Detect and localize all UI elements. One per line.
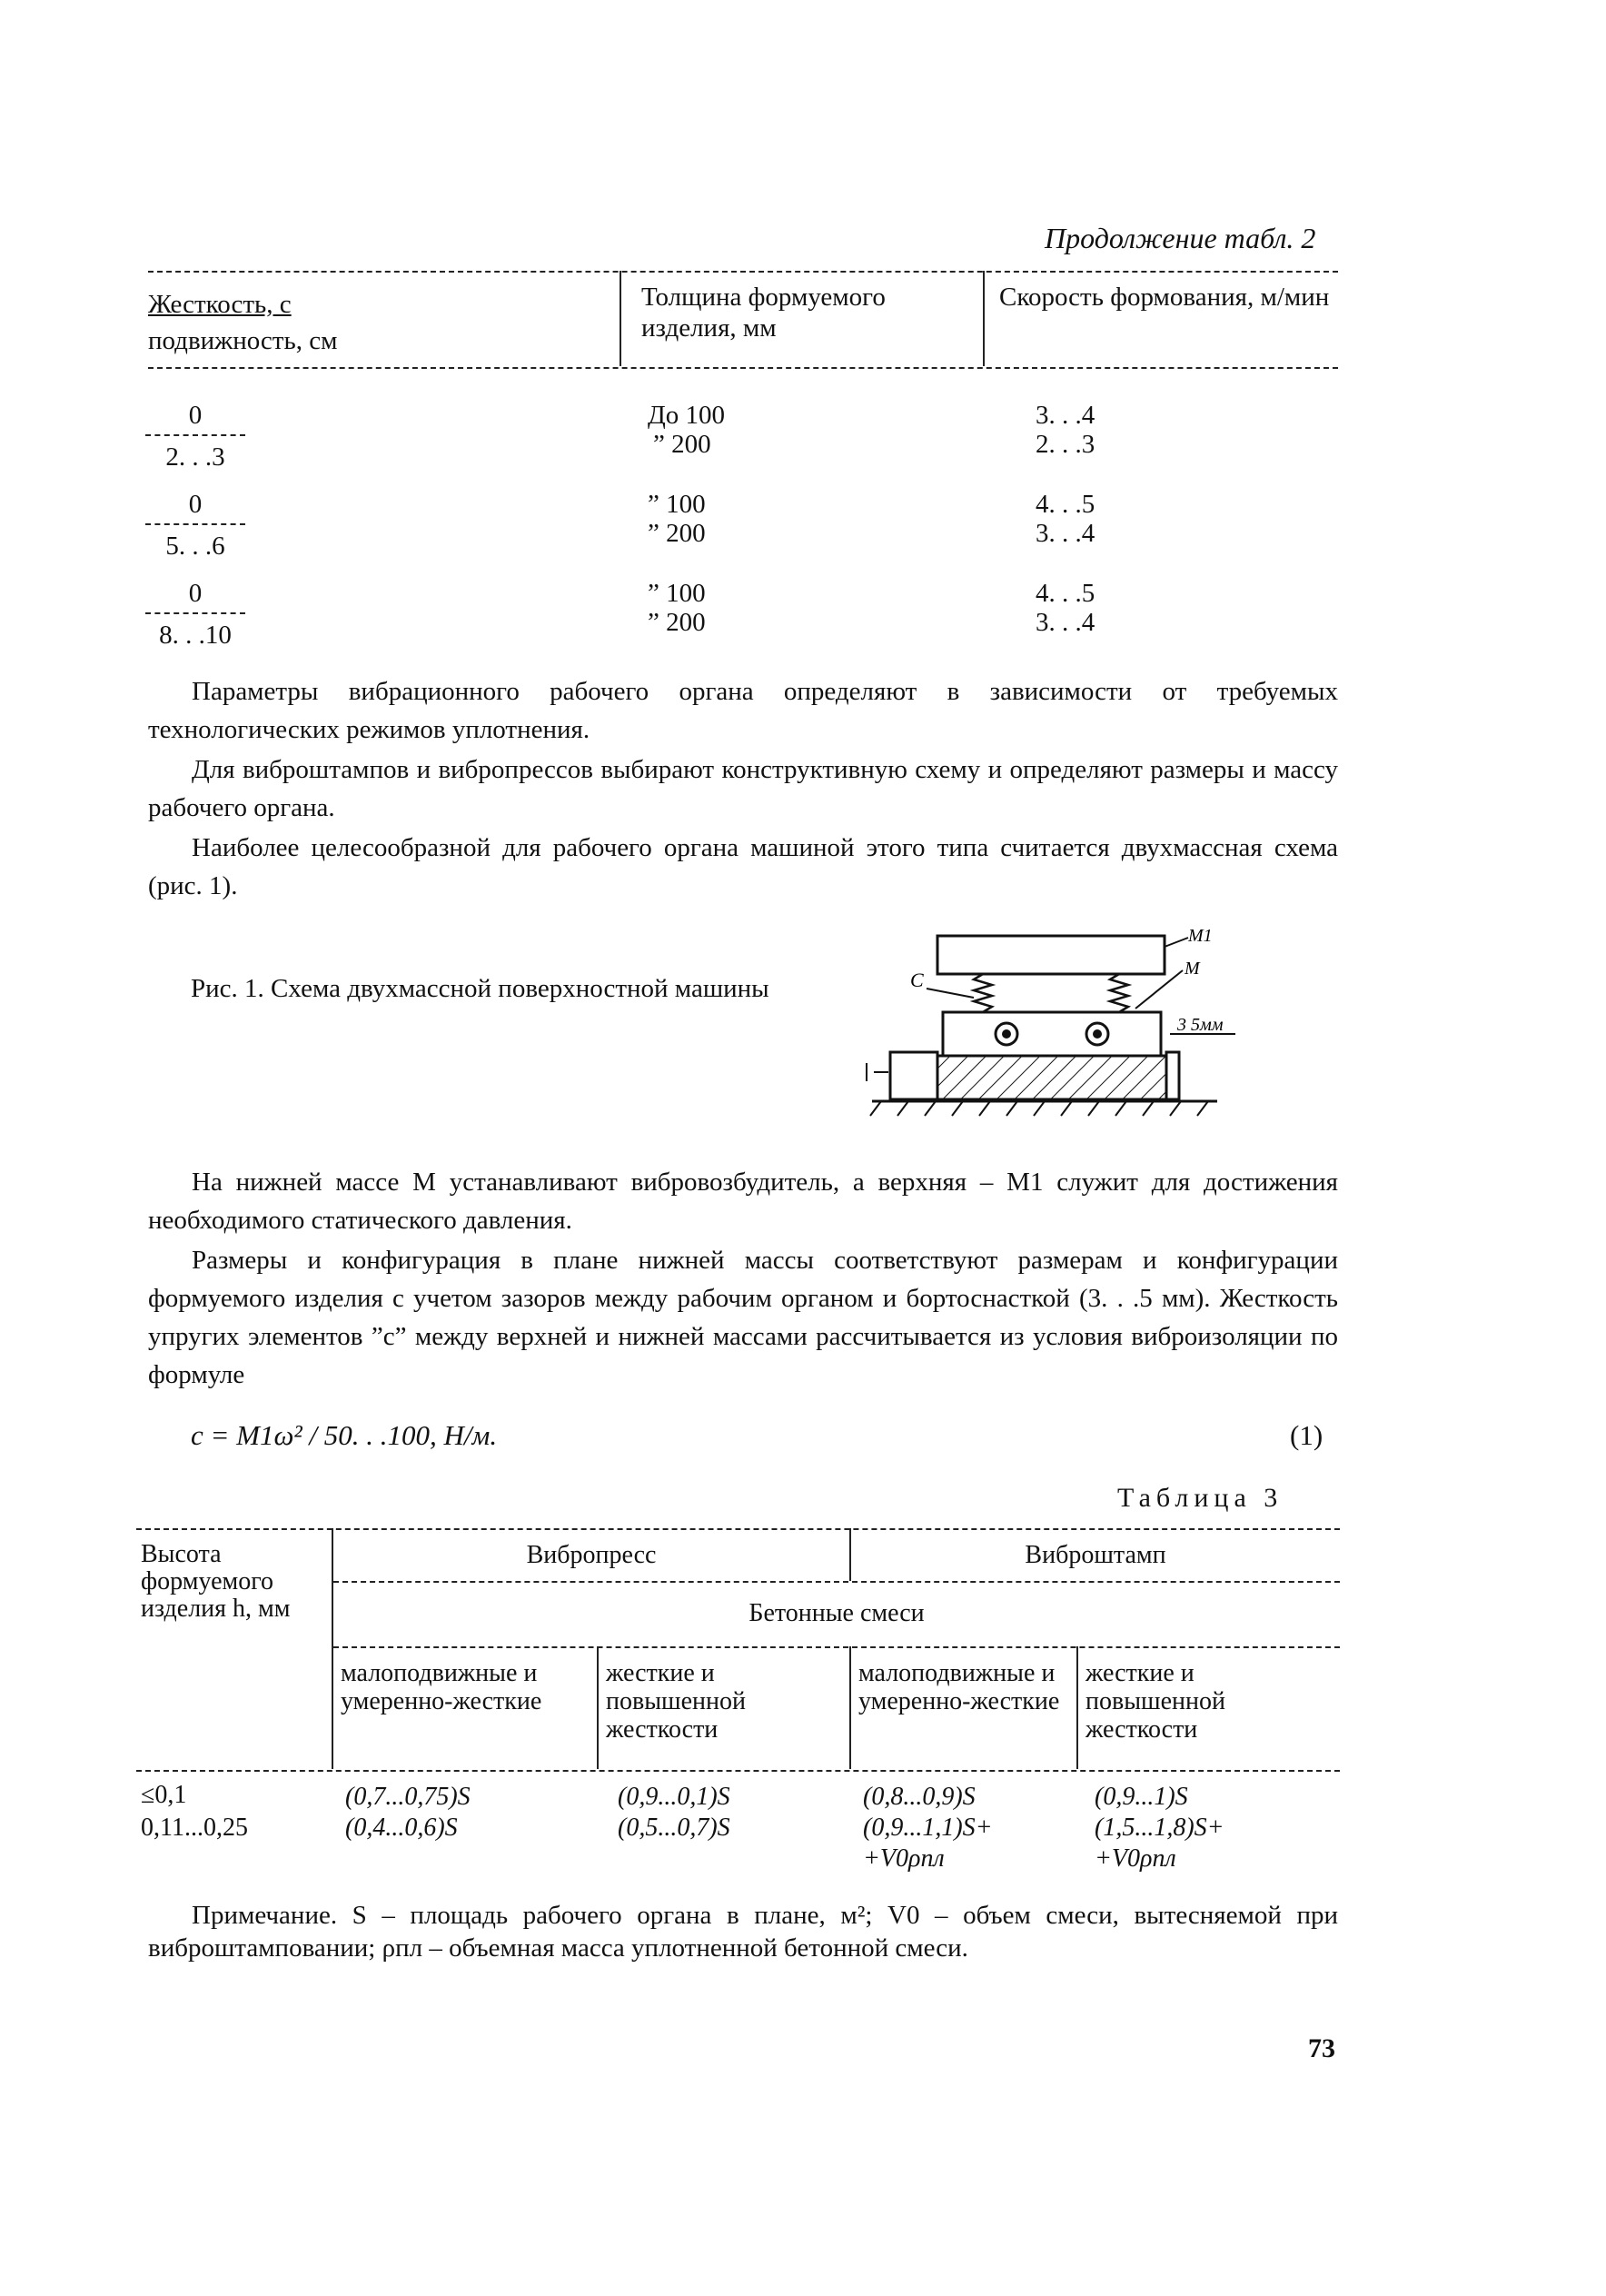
table-cell: +V0ρпл	[863, 1844, 945, 1873]
table2-header-thickness: Толщина формуемого изделия, мм	[641, 283, 886, 343]
speed-value: 4. . .5	[1036, 490, 1095, 519]
table2-header-stiffness: Жесткость, с	[148, 290, 292, 319]
stiffness-fraction: $\frac{0}{8. . .10}$	[145, 578, 245, 651]
two-mass-machine-diagram	[854, 918, 1263, 1131]
thickness-value: ” 200	[648, 519, 706, 548]
table-cell: (0,9...1,1)S+	[863, 1814, 993, 1842]
height-value: 0,11...0,25	[141, 1814, 248, 1842]
stiffness-fraction: $\frac{0}{5. . .6}$	[145, 489, 245, 562]
table-cell: (0,4...0,6)S	[345, 1814, 458, 1842]
label-gap: 3 5мм	[1177, 1015, 1224, 1035]
table3-subheader: малоподвижные и умеренно-жесткие	[858, 1659, 1060, 1715]
paragraph: На нижней массе М устанавливают вибровозбудитель, а верхняя – М1 служит для достижения необходимого статического давления.	[148, 1168, 1338, 1235]
figure-caption: Рис. 1. Схема двухмассной поверхностной машины	[191, 974, 769, 1003]
label-m: M	[1185, 959, 1200, 979]
table3-header-height: Высота формуемого изделия h, мм	[141, 1540, 291, 1623]
table2-header-speed: Скорость формования, м/мин	[999, 283, 1330, 312]
thickness-value: ” 100	[648, 579, 706, 608]
table2-header-mobility: подвижность, см	[148, 326, 338, 355]
table3-header-concrete: Бетонные смеси	[748, 1599, 925, 1627]
paragraph: Размеры и конфигурация в плане нижней массы соответствуют размерам и конфигурации формуемого изделия с учетом зазоров между рабочим органом и бортоснасткой (3. . .5 мм). Жесткость упругих элементов ”с” между верхней и нижней массами рассчитывается из условия виброизоляции по формуле	[148, 1246, 1338, 1389]
paragraph: Наиболее целесообразной для рабочего органа машиной этого типа считается двухмассная схема (рис. 1).	[148, 833, 1338, 900]
speed-value: 3. . .4	[1036, 401, 1095, 430]
paragraph: Для виброштампов и вибропрессов выбирают конструктивную схему и определяют размеры и массу рабочего органа.	[148, 755, 1338, 822]
speed-value: 3. . .4	[1036, 519, 1095, 548]
continuation-caption: Продолжение табл. 2	[1045, 222, 1316, 254]
thickness-value: ” 200	[648, 608, 706, 637]
table3-header-vibrostamp: Виброштамп	[1025, 1541, 1166, 1569]
speed-value: 4. . .5	[1036, 579, 1095, 608]
stiffness-fraction: $\frac{0}{2. . .3}$	[145, 400, 245, 472]
table-cell: (1,5...1,8)S+	[1095, 1814, 1224, 1842]
table-cell: (0,8...0,9)S	[863, 1783, 976, 1811]
table3-subheader: жесткие и повышенной жесткости	[606, 1659, 746, 1744]
table-cell: (0,9...1)S	[1095, 1783, 1188, 1811]
table3-subheader: жесткие и повышенной жесткости	[1086, 1659, 1225, 1744]
label-m1: M1	[1188, 926, 1213, 946]
table3-subheader: малоподвижные и умеренно-жесткие	[341, 1659, 542, 1715]
table-cell: (0,7...0,75)S	[345, 1783, 471, 1811]
page-number: 73	[1308, 2033, 1335, 2063]
thickness-value: До 100	[648, 401, 726, 430]
table-cell: (0,5...0,7)S	[618, 1814, 730, 1842]
paragraph: Параметры вибрационного рабочего органа определяют в зависимости от требуемых технологических режимов уплотнения.	[148, 677, 1338, 744]
table-cell: (0,9...0,1)S	[618, 1783, 730, 1811]
table3-header-vibropress: Вибропресс	[526, 1541, 657, 1569]
speed-value: 3. . .4	[1036, 608, 1095, 637]
formula-number: (1)	[1290, 1419, 1323, 1451]
table-note: Примечание. S – площадь рабочего органа в плане, м²; V0 – объем смеси, вытесняемой при виброштамповании; ρпл – объемная масса уплотненной бетонной смеси.	[148, 1901, 1338, 1963]
thickness-value: ” 100	[648, 490, 706, 519]
formula: c = M1ω² / 50. . .100, Н/м.	[191, 1419, 498, 1451]
label-c: C	[910, 969, 924, 991]
thickness-value: ” 200	[653, 430, 711, 459]
speed-value: 2. . .3	[1036, 430, 1095, 459]
table3-title: Таблица 3	[1117, 1483, 1284, 1513]
table-cell: +V0ρпл	[1095, 1844, 1176, 1873]
height-value: ≤0,1	[141, 1781, 187, 1809]
